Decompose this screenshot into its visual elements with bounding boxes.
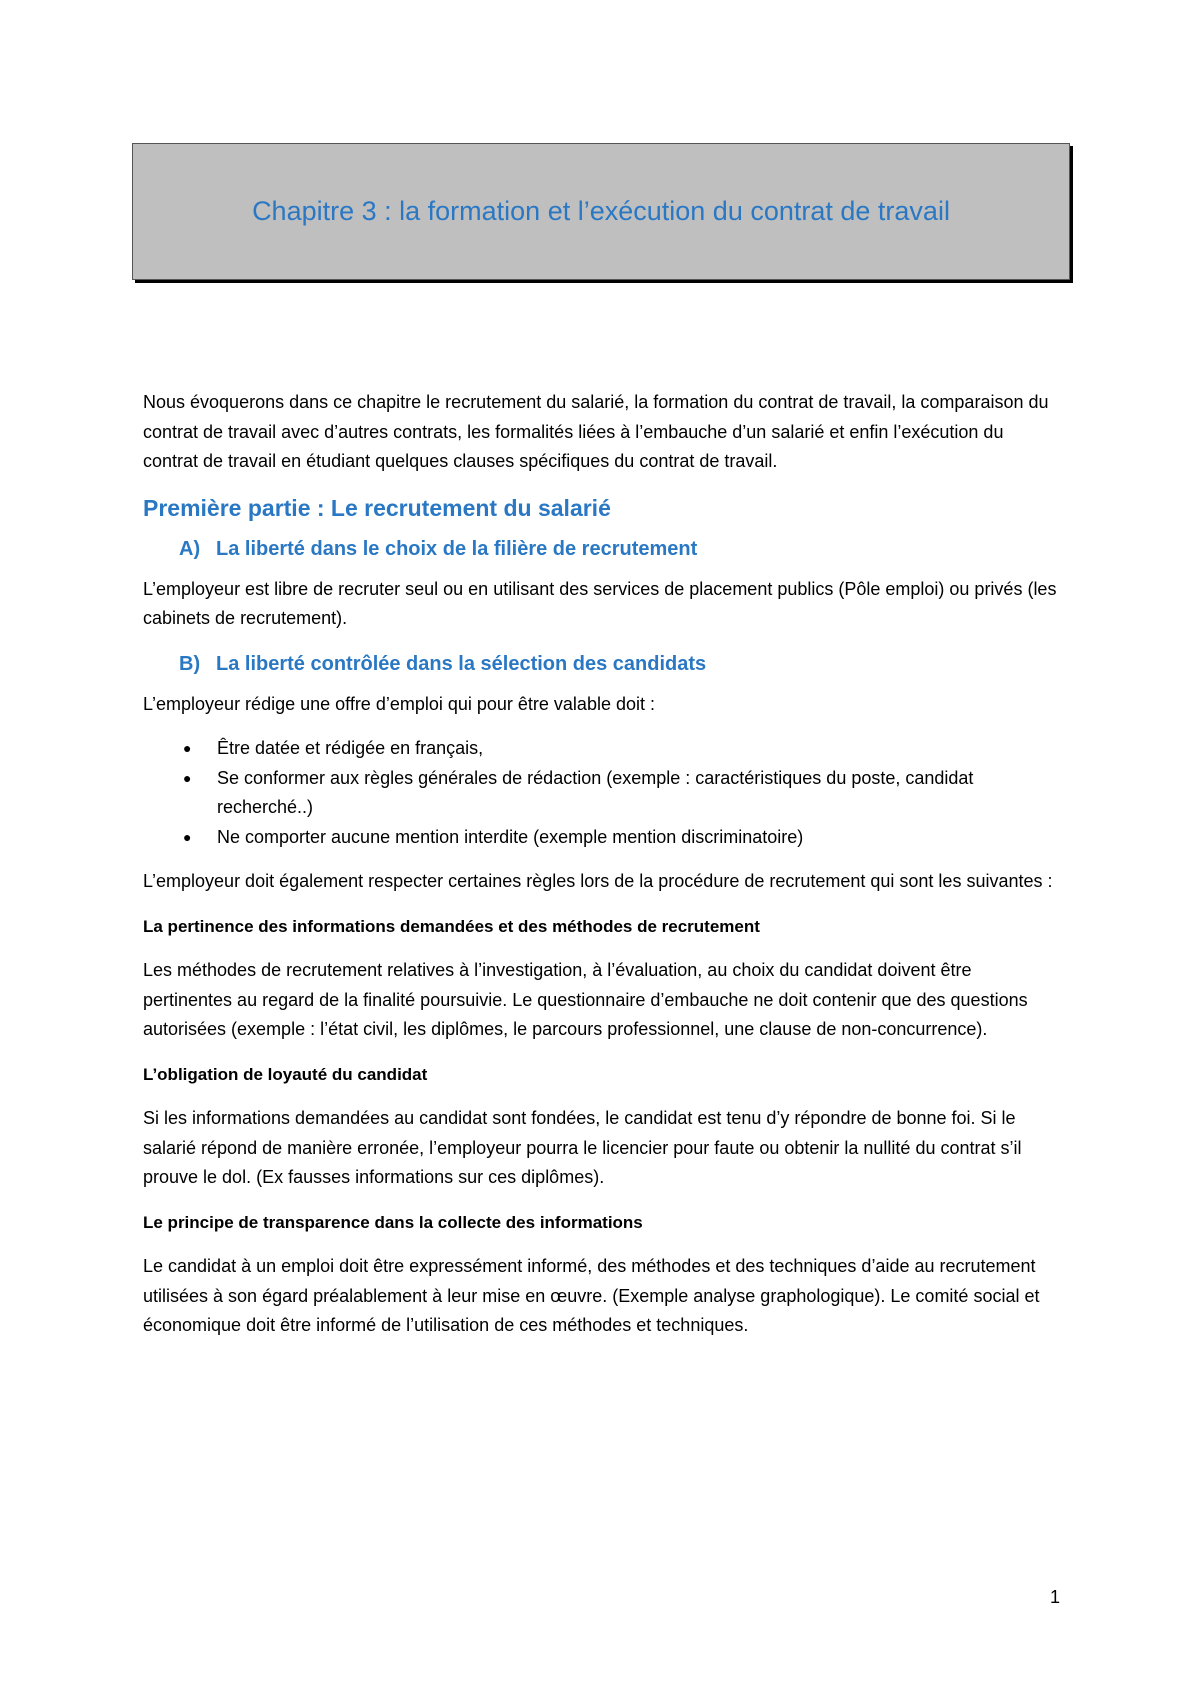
section-b-title: La liberté contrôlée dans la sélection des candidats bbox=[216, 652, 707, 675]
transparency-heading: Le principe de transparence dans la collecte des informations bbox=[143, 1212, 643, 1232]
section-a-paragraph: L’employeur est libre de recruter seul ou en utilisant des services de placement publics (Pôle emploi) ou privés (les cabinets de recrutement). bbox=[143, 578, 1057, 628]
loyalty-heading: L’obligation de loyauté du candidat bbox=[143, 1064, 428, 1084]
section-b-letter: B) bbox=[179, 652, 201, 675]
list-item-text: Ne comporter aucune mention interdite (exemple mention discriminatoire) bbox=[217, 826, 804, 847]
chapter-title: Chapitre 3 : la formation et l’exécution du contrat de travail bbox=[252, 196, 950, 226]
list-item bbox=[143, 823, 1061, 853]
intro-paragraph: Nous évoquerons dans ce chapitre le recrutement du salarié, la formation du contrat de travail, la comparaison du contrat de travail avec d’autres contrats, les formalités liées à l’embauche d’un salarié et enfin l’exécution du contrat de travail en étudiant quelques clauses spécifiques du contrat de travail. bbox=[143, 392, 1049, 471]
transparency-paragraph: Le candidat à un emploi doit être expressément informé, des méthodes et des techniques d’aide au recrutement utilisées à son égard préalablement à leur mise en œuvre. (Exemple analyse graphologique). Le comité social et économique doit être informé de l’utilisation de ces méthodes et techniques. bbox=[143, 1256, 1040, 1335]
requirements-list bbox=[143, 734, 1061, 852]
section-a-heading bbox=[179, 534, 1061, 564]
bullet-icon: ● bbox=[183, 828, 192, 845]
part-heading: Première partie : Le recrutement du salarié bbox=[143, 494, 611, 521]
page-number: 1 bbox=[1050, 1587, 1061, 1607]
loyalty-paragraph: Si les informations demandées au candidat sont fondées, le candidat est tenu d’y répondre de bonne foi. Si le salarié répond de manière erronée, l’employeur pourra le licencier pour faute ou obtenir la nullité du contrat s’il prouve le dol. (Ex fausses informations sur ces diplômes). bbox=[143, 1108, 1022, 1187]
chapter-title-box bbox=[132, 143, 1070, 280]
pertinence-heading: La pertinence des informations demandées et des méthodes de recrutement bbox=[143, 916, 760, 936]
section-a-letter: A) bbox=[179, 537, 201, 560]
list-item-text: Être datée et rédigée en français, bbox=[217, 738, 484, 758]
pertinence-paragraph: Les méthodes de recrutement relatives à l’investigation, à l’évaluation, au choix du candidat doivent être pertinentes au regard de la finalité poursuivie. Le questionnaire d’embauche ne doit contenir que des questions autorisées (exemple : l’état civil, les diplômes, le parcours professionnel, une clause de non-concurrence). bbox=[143, 960, 1028, 1039]
document-body bbox=[143, 388, 1061, 1356]
section-b-intro-paragraph: L’employeur rédige une offre d’emploi qui pour être valable doit : bbox=[143, 693, 655, 714]
list-item bbox=[143, 734, 1061, 764]
bullet-icon: ● bbox=[183, 769, 192, 786]
procedure-paragraph: L’employeur doit également respecter certaines règles lors de la procédure de recrutement qui sont les suivantes : bbox=[143, 871, 1053, 891]
bullet-icon: ● bbox=[183, 740, 192, 756]
section-a-title: La liberté dans le choix de la filière de recrutement bbox=[216, 537, 698, 560]
list-item-text: Se conformer aux règles générales de rédaction (exemple : caractéristiques du poste, candidat recherché..) bbox=[217, 767, 974, 817]
list-item bbox=[143, 764, 1061, 823]
section-b-heading bbox=[179, 649, 1061, 679]
